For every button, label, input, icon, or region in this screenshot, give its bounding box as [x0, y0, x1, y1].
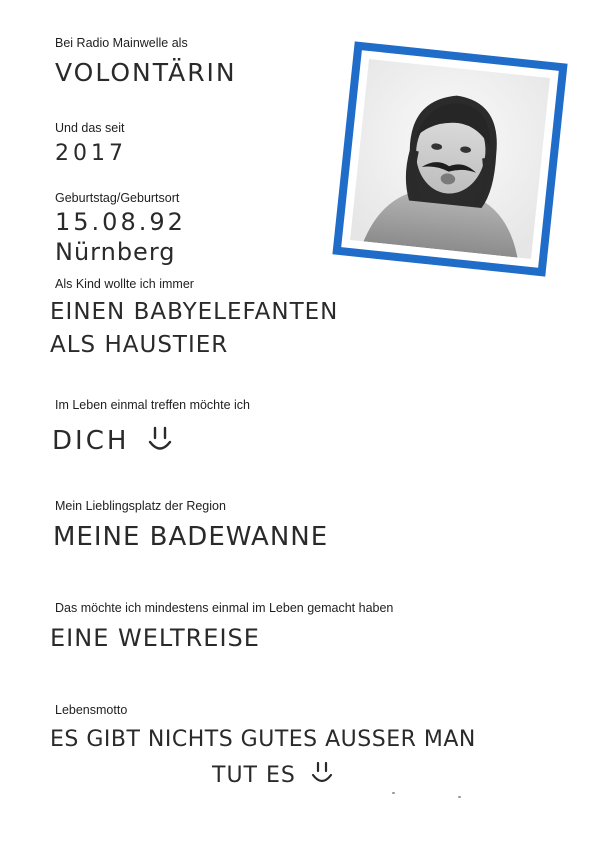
birth-label: Geburtstag/Geburtsort	[55, 191, 180, 205]
photo-frame	[332, 41, 567, 276]
smiley-icon	[310, 760, 334, 794]
scan-speck	[458, 796, 461, 798]
scan-speck	[392, 792, 395, 794]
wish-value: EINE WELTREISE	[50, 624, 260, 652]
childhood-line2: ALS HAUSTIER	[50, 332, 229, 358]
portrait-photo	[350, 59, 550, 259]
wish-label: Das möchte ich mindestens einmal im Leben gemacht haben	[55, 601, 394, 615]
meet-label: Im Leben einmal treffen möchte ich	[55, 398, 251, 412]
place-value: MEINE BADEWANNE	[53, 522, 329, 552]
place-label: Mein Lieblingsplatz der Region	[55, 499, 226, 513]
birth-date: 15.08.92	[55, 208, 186, 236]
childhood-label: Als Kind wollte ich immer	[55, 277, 194, 291]
motto-line1: ES GIBT NICHTS GUTES AUSSER MAN	[50, 727, 476, 752]
motto-line2: TUT ES	[212, 763, 296, 788]
motto-row2	[212, 760, 334, 794]
meet-row	[52, 425, 173, 462]
childhood-line1: EINEN BABYELEFANTEN	[50, 299, 339, 325]
station-value: VOLONTÄRIN	[55, 58, 237, 87]
since-label: Und das seit	[55, 121, 125, 135]
motto-label: Lebensmotto	[55, 703, 128, 717]
birth-place: Nürnberg	[55, 238, 176, 266]
meet-value: DICH	[52, 426, 130, 456]
station-label: Bei Radio Mainwelle als	[55, 36, 188, 50]
since-value: 2017	[55, 141, 127, 166]
smiley-icon	[147, 425, 173, 462]
